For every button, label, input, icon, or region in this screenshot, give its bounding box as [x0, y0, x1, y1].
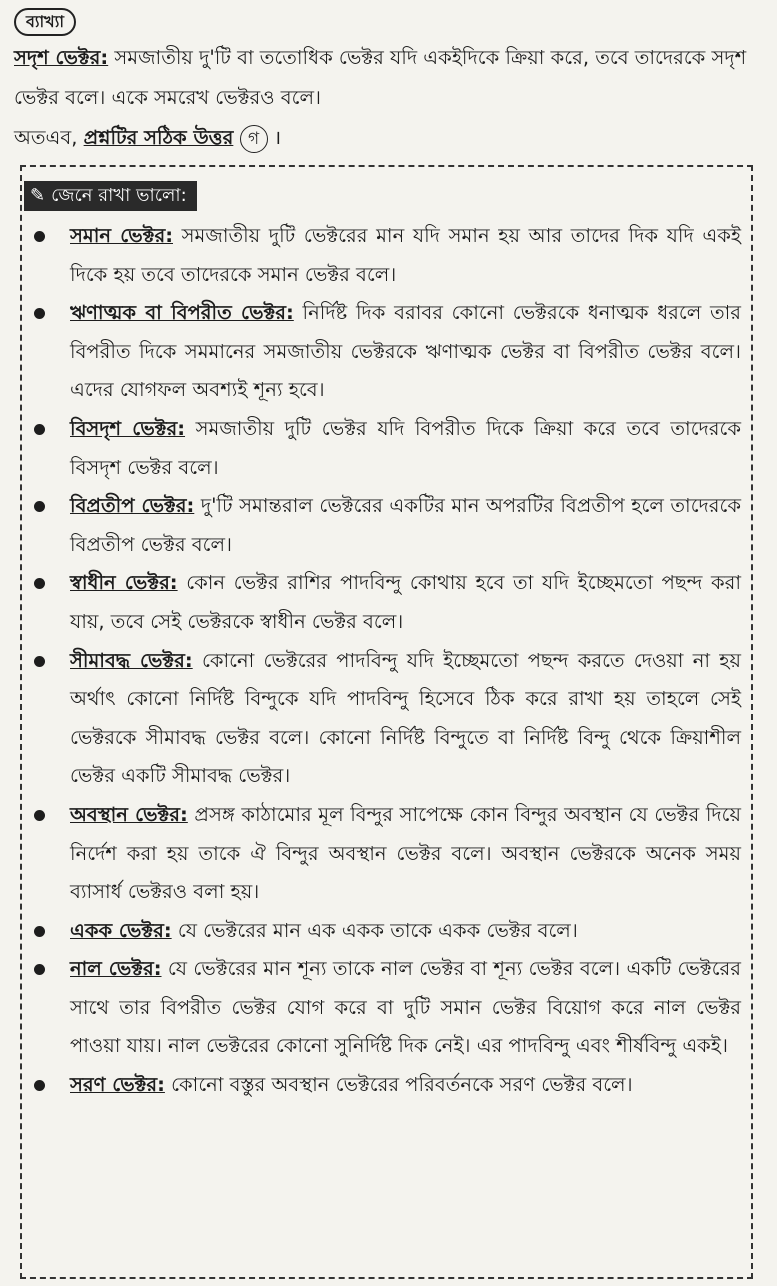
good-to-know-header: [24, 181, 197, 211]
fact-item: [32, 217, 741, 294]
fact-text: কোন ভেক্টর রাশির পাদবিন্দু কোথায় হবে তা যদি ইচ্ছেমতো পছন্দ করা যায়, তবে সেই ভেক্টরকে স্বাধীন ভেক্টর বলে।: [70, 571, 741, 633]
fact-text: প্রসঙ্গ কাঠামোর মূল বিন্দুর সাপেক্ষে কোন বিন্দুর অবস্থান যে ভেক্টর দিয়ে নির্দেশ করা হয় তাকে ঐ বিন্দুর অবস্থান ভেক্টর বলে। অবস্থান ভেক্টরকে অনেক সময় ব্যাসার্ধ ভেক্টরও বলা হয়।: [70, 802, 741, 904]
good-to-know-title: জেনে রাখা ভালো:: [51, 185, 187, 206]
fact-text: সমজাতীয় দুটি ভেক্টর যদি বিপরীত দিকে ক্রিয়া করে তবে তাদেরকে বিসদৃশ ভেক্টর বলে।: [70, 416, 741, 479]
fact-item: [32, 912, 741, 951]
fact-list: [32, 217, 741, 1105]
answer-option: গ: [240, 125, 268, 153]
bullet-icon: [34, 501, 45, 512]
fact-text: সমজাতীয় দুটি ভেক্টরের মান যদি সমান হয় আর তাদের দিক যদি একই দিকে হয় তবে তাদেরকে সমান ভেক্টর বলে।: [70, 224, 741, 286]
fact-item: [32, 796, 741, 912]
fact-term: সমান ভেক্টর:: [70, 224, 173, 247]
explanation-badge: ব্যাখ্যা: [14, 8, 76, 36]
answer-prefix: অতএব,: [14, 126, 84, 149]
fact-term: বিসদৃশ ভেক্টর:: [70, 416, 186, 440]
fact-item: [32, 564, 741, 641]
good-to-know-box: [20, 165, 753, 1279]
fact-item: [32, 487, 741, 564]
fact-term: নাল ভেক্টর:: [70, 957, 162, 981]
fact-item: [32, 950, 741, 1066]
fact-term: সরণ ভেক্টর:: [70, 1073, 165, 1097]
fact-text: কোনো বস্তুর অবস্থান ভেক্টরের পরিবর্তনকে সরণ ভেক্টর বলে।: [164, 1073, 633, 1097]
fact-item: [32, 642, 741, 796]
explanation-text: সমজাতীয় দু'টি বা ততোধিক ভেক্টর যদি একইদিকে ক্রিয়া করে, তবে তাদেরকে সদৃশ ভেক্টর বলে। একে সমরেখ ভেক্টরও বলে।: [14, 46, 747, 109]
bullet-icon: [34, 231, 45, 242]
bullet-icon: [34, 578, 45, 589]
explanation-paragraph: [14, 38, 763, 118]
bullet-icon: [34, 964, 45, 975]
bullet-icon: [34, 424, 45, 435]
fact-term: সীমাবদ্ধ ভেক্টর:: [70, 648, 193, 672]
fact-term: বিপ্রতীপ ভেক্টর:: [70, 494, 195, 518]
bullet-icon: [34, 308, 45, 319]
bullet-icon: [34, 1080, 45, 1091]
fact-text: যে ভেক্টরের মান এক একক তাকে একক ভেক্টর বলে।: [171, 918, 578, 942]
fact-term: একক ভেক্টর:: [70, 918, 172, 942]
fact-text: কোনো ভেক্টরের পাদবিন্দু যদি ইচ্ছেমতো পছন্দ করতে দেওয়া না হয় অর্থাৎ কোনো নির্দিষ্ট বিন্দুকে যদি পাদবিন্দু হিসেবে ঠিক করে রাখা হয় তাহলে সেই ভেক্টরকে সীমাবদ্ধ ভেক্টর বলে। কোনো নির্দিষ্ট বিন্দুতে বা নির্দিষ্ট বিন্দু থেকে ক্রিয়াশীল ভেক্টর একটি সীমাবদ্ধ ভেক্টর।: [70, 648, 741, 788]
answer-suffix: ।: [267, 126, 282, 149]
fact-item: [32, 1066, 741, 1105]
pencil-icon: ✎: [30, 185, 46, 206]
bullet-icon: [34, 810, 45, 821]
bullet-icon: [34, 656, 45, 667]
explanation-term: সদৃশ ভেক্টর:: [14, 46, 109, 69]
fact-item: [32, 294, 741, 410]
fact-text: যে ভেক্টরের মান শূন্য তাকে নাল ভেক্টর বা শূন্য ভেক্টর বলে। একটি ভেক্টরের সাথে তার বিপরীত ভেক্টর যোগ করে বা দুটি সমান ভেক্টর বিয়োগ করে নাল ভেক্টর পাওয়া যায়। নাল ভেক্টরের কোনো সুনির্দিষ্ট দিক নেই। এর পাদবিন্দু এবং শীর্ষবিন্দু একই।: [70, 957, 741, 1058]
fact-item: [32, 410, 741, 487]
fact-text: দু'টি সমান্তরাল ভেক্টরের একটির মান অপরটির বিপ্রতীপ হলে তাদেরকে বিপ্রতীপ ভেক্টর বলে।: [70, 494, 741, 556]
fact-term: ঋণাত্মক বা বিপরীত ভেক্টর:: [70, 301, 294, 325]
answer-line: [14, 118, 763, 162]
fact-term: অবস্থান ভেক্টর:: [70, 802, 188, 826]
fact-term: স্বাধীন ভেক্টর:: [70, 571, 178, 595]
answer-highlight: প্রশ্নটির সঠিক উত্তর: [83, 126, 234, 149]
bullet-icon: [34, 926, 45, 937]
fact-text: নির্দিষ্ট দিক বরাবর কোনো ভেক্টরকে ধনাত্মক ধরলে তার বিপরীত দিকে সমমানের সমজাতীয় ভেক্টরকে ঋণাত্মক ভেক্টর বা বিপরীত ভেক্টর বলে। এদের যোগফল অবশ্যই শূন্য হবে।: [70, 301, 742, 402]
